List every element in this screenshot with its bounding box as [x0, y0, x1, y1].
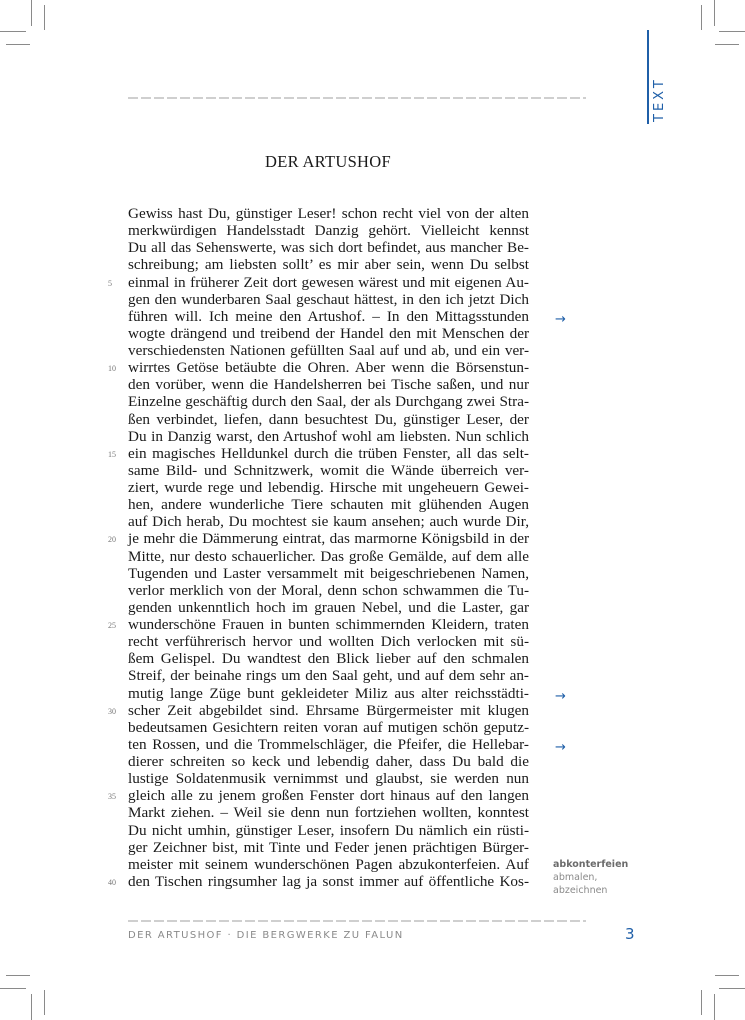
text-line: same Bild- und Schnitzwerk, womit die Wände überreich ver-: [128, 461, 529, 479]
text-line: gen den wunderbaren Saal geschaut hättest, in den ich jetzt Dich: [128, 290, 529, 308]
crop-mark: [31, 994, 32, 1020]
page-number: 3: [625, 925, 635, 943]
side-tab-label: TEXT: [652, 77, 667, 122]
crop-mark: [44, 5, 45, 30]
footer-divider: [128, 920, 586, 922]
text-line: dierer schreiten so keck und lebendig daher, dass Du bald die: [128, 753, 529, 770]
crop-mark: [701, 5, 702, 30]
text-line: recht verführerisch hervor und wollten Dich verlocken mit sü-: [128, 633, 529, 651]
line-number: 5: [108, 278, 112, 288]
text-line: ein magisches Helldunkel durch die trüben Fenster, all das selt- 15: [108, 444, 529, 462]
text-line: ten Rossen, und die Trommelschläger, die Pfeifer, die Hellebar-: [128, 735, 529, 753]
crop-mark: [714, 994, 715, 1020]
text-line: bedeutsamen Gesichtern reiten voran auf mutigen schön geputz-: [128, 718, 529, 736]
running-title: DER ARTUSHOF · DIE BERGWERKE ZU FALUN: [128, 930, 404, 941]
crop-mark: [715, 44, 739, 45]
text-line: ßen verbindet, liefen, dann besuchtest Du, günstiger Leser, der: [128, 410, 529, 428]
text-line: mutig lange Züge bunt gekleideter Miliz aus alter reichsstädti-: [128, 684, 529, 702]
text-line: merkwürdigen Handelsstadt Danzig gehört. Vielleicht kennst: [128, 222, 529, 240]
text-line: je mehr die Dämmerung eintrat, das marmorne Königsbild in der 20: [108, 530, 529, 548]
text-line: den Tischen ringsumher lag ja sonst immer auf öffentliche Kos- 40: [108, 872, 529, 890]
line-number: 25: [108, 621, 116, 630]
text-line: Einzelne geschäftig durch den Saal, der als Durchgang zwei Stra-: [128, 393, 529, 411]
text-line: scher Zeit abgebildet sind. Ehrsame Bürgermeister mit klugen 30: [108, 701, 529, 719]
text-line: Gewiss hast Du, günstiger Leser! schon recht viel von der alten: [128, 205, 529, 222]
line-number: 35: [108, 792, 116, 802]
line-number: 15: [108, 449, 116, 459]
text-line: schreibung; am liebsten sollt’ es mir aber sein, wenn Du selbst: [128, 256, 529, 274]
crop-mark: [31, 0, 32, 26]
text-line: Streif, der beinahe rings um den Saal geht, und auf dem sehr an-: [128, 667, 529, 685]
crop-mark: [44, 990, 45, 1015]
text-line: Markt ziehen. – Weil sie denn nun fortziehen wollten, konntest: [128, 804, 529, 822]
gloss-definition: abzeichnen: [553, 885, 608, 896]
crop-mark: [714, 0, 715, 26]
crop-mark: [719, 31, 745, 32]
gloss-definition: abmalen,: [553, 872, 598, 883]
text-line: ziert, wurde rege und lebendig. Hirsche mit ungeheuern Gewei-: [128, 479, 529, 496]
line-number: 40: [108, 877, 116, 887]
arrow-right-icon[interactable]: →: [555, 311, 566, 327]
text-line: Du nicht umhin, günstiger Leser, insofern Du nämlich ein rüsti-: [128, 821, 529, 839]
text-line: wogte drängend und treibend der Handel den mit Menschen der: [128, 324, 529, 342]
text-line: den vorüber, wenn die Handelsherren bei Tische saßen, und nur: [128, 376, 529, 394]
text-line: meister mit seinem wunderschönen Pagen abzukonterfeien. Auf: [128, 855, 529, 873]
text-line: ßem Gelispel. Du wandtest den Blick lieber auf den schmalen: [128, 650, 529, 668]
side-tab-rule: [647, 30, 649, 124]
text-line: einmal in früherer Zeit dort gewesen wärest und mit eigenen Au- 5: [108, 273, 529, 291]
crop-mark: [6, 975, 30, 976]
line-number: 10: [108, 364, 116, 374]
crop-mark: [719, 988, 745, 989]
crop-mark: [6, 44, 30, 45]
text-line: auf Dich herab, Du mochtest sie kaum ansehen; auch wurde Dir,: [128, 513, 529, 531]
text-line: wirrtes Getöse betäubte die Ohren. Aber wenn die Börsenstun- 10: [108, 359, 529, 377]
text-line: wunderschöne Frauen in bunten schimmernden Kleidern, traten 25: [108, 616, 529, 633]
chapter-title: DER ARTUSHOF: [265, 152, 391, 171]
crop-mark: [715, 975, 739, 976]
text-line: Mitte, nur desto schauerlicher. Das große Gemälde, auf dem alle: [128, 547, 529, 565]
crop-mark: [701, 990, 702, 1015]
crop-mark: [0, 31, 26, 32]
text-line: Tugenden und Laster versammelt mit beigeschriebenen Namen,: [128, 564, 529, 582]
text-line: führen will. Ich meine den Artushof. – In den Mittagsstunden: [128, 307, 529, 325]
text-line: ger Zeichner bist, mit Tinte und Feder jenen prächtigen Bürger-: [128, 838, 529, 856]
margin-gloss: [553, 858, 628, 897]
text-line: gleich alle zu jenem großen Fenster dort hinaus auf den langen 35: [108, 787, 529, 805]
gloss-term: abkonterfeien: [553, 859, 629, 870]
text-line: genden unkenntlich hoch im grauen Nebel, und die Laster, gar: [128, 598, 529, 616]
text-line: verschiedensten Nationen gefüllten Saal auf und ab, und ein ver-: [128, 342, 529, 359]
text-line: verlor merklich von der Moral, denn schon schwammen die Tu-: [128, 581, 529, 599]
text-line: Du in Danzig warst, den Artushof wohl am liebsten. Nun schlich: [128, 427, 529, 445]
header-divider: [128, 97, 586, 99]
text-line: Du all das Sehenswerte, was sich dort befindet, aus mancher Be-: [128, 239, 529, 257]
arrow-right-icon[interactable]: →: [555, 688, 566, 704]
crop-mark: [0, 988, 26, 989]
line-number: 30: [108, 706, 116, 716]
body-text: [108, 205, 529, 890]
text-line: hen, andere wunderliche Tiere schauten mit glühenden Augen: [128, 496, 529, 514]
line-number: 20: [108, 535, 116, 545]
arrow-right-icon[interactable]: →: [555, 740, 566, 756]
text-line: lustige Soldatenmusik vernimmst und glaubst, sie werden nun: [128, 770, 529, 788]
